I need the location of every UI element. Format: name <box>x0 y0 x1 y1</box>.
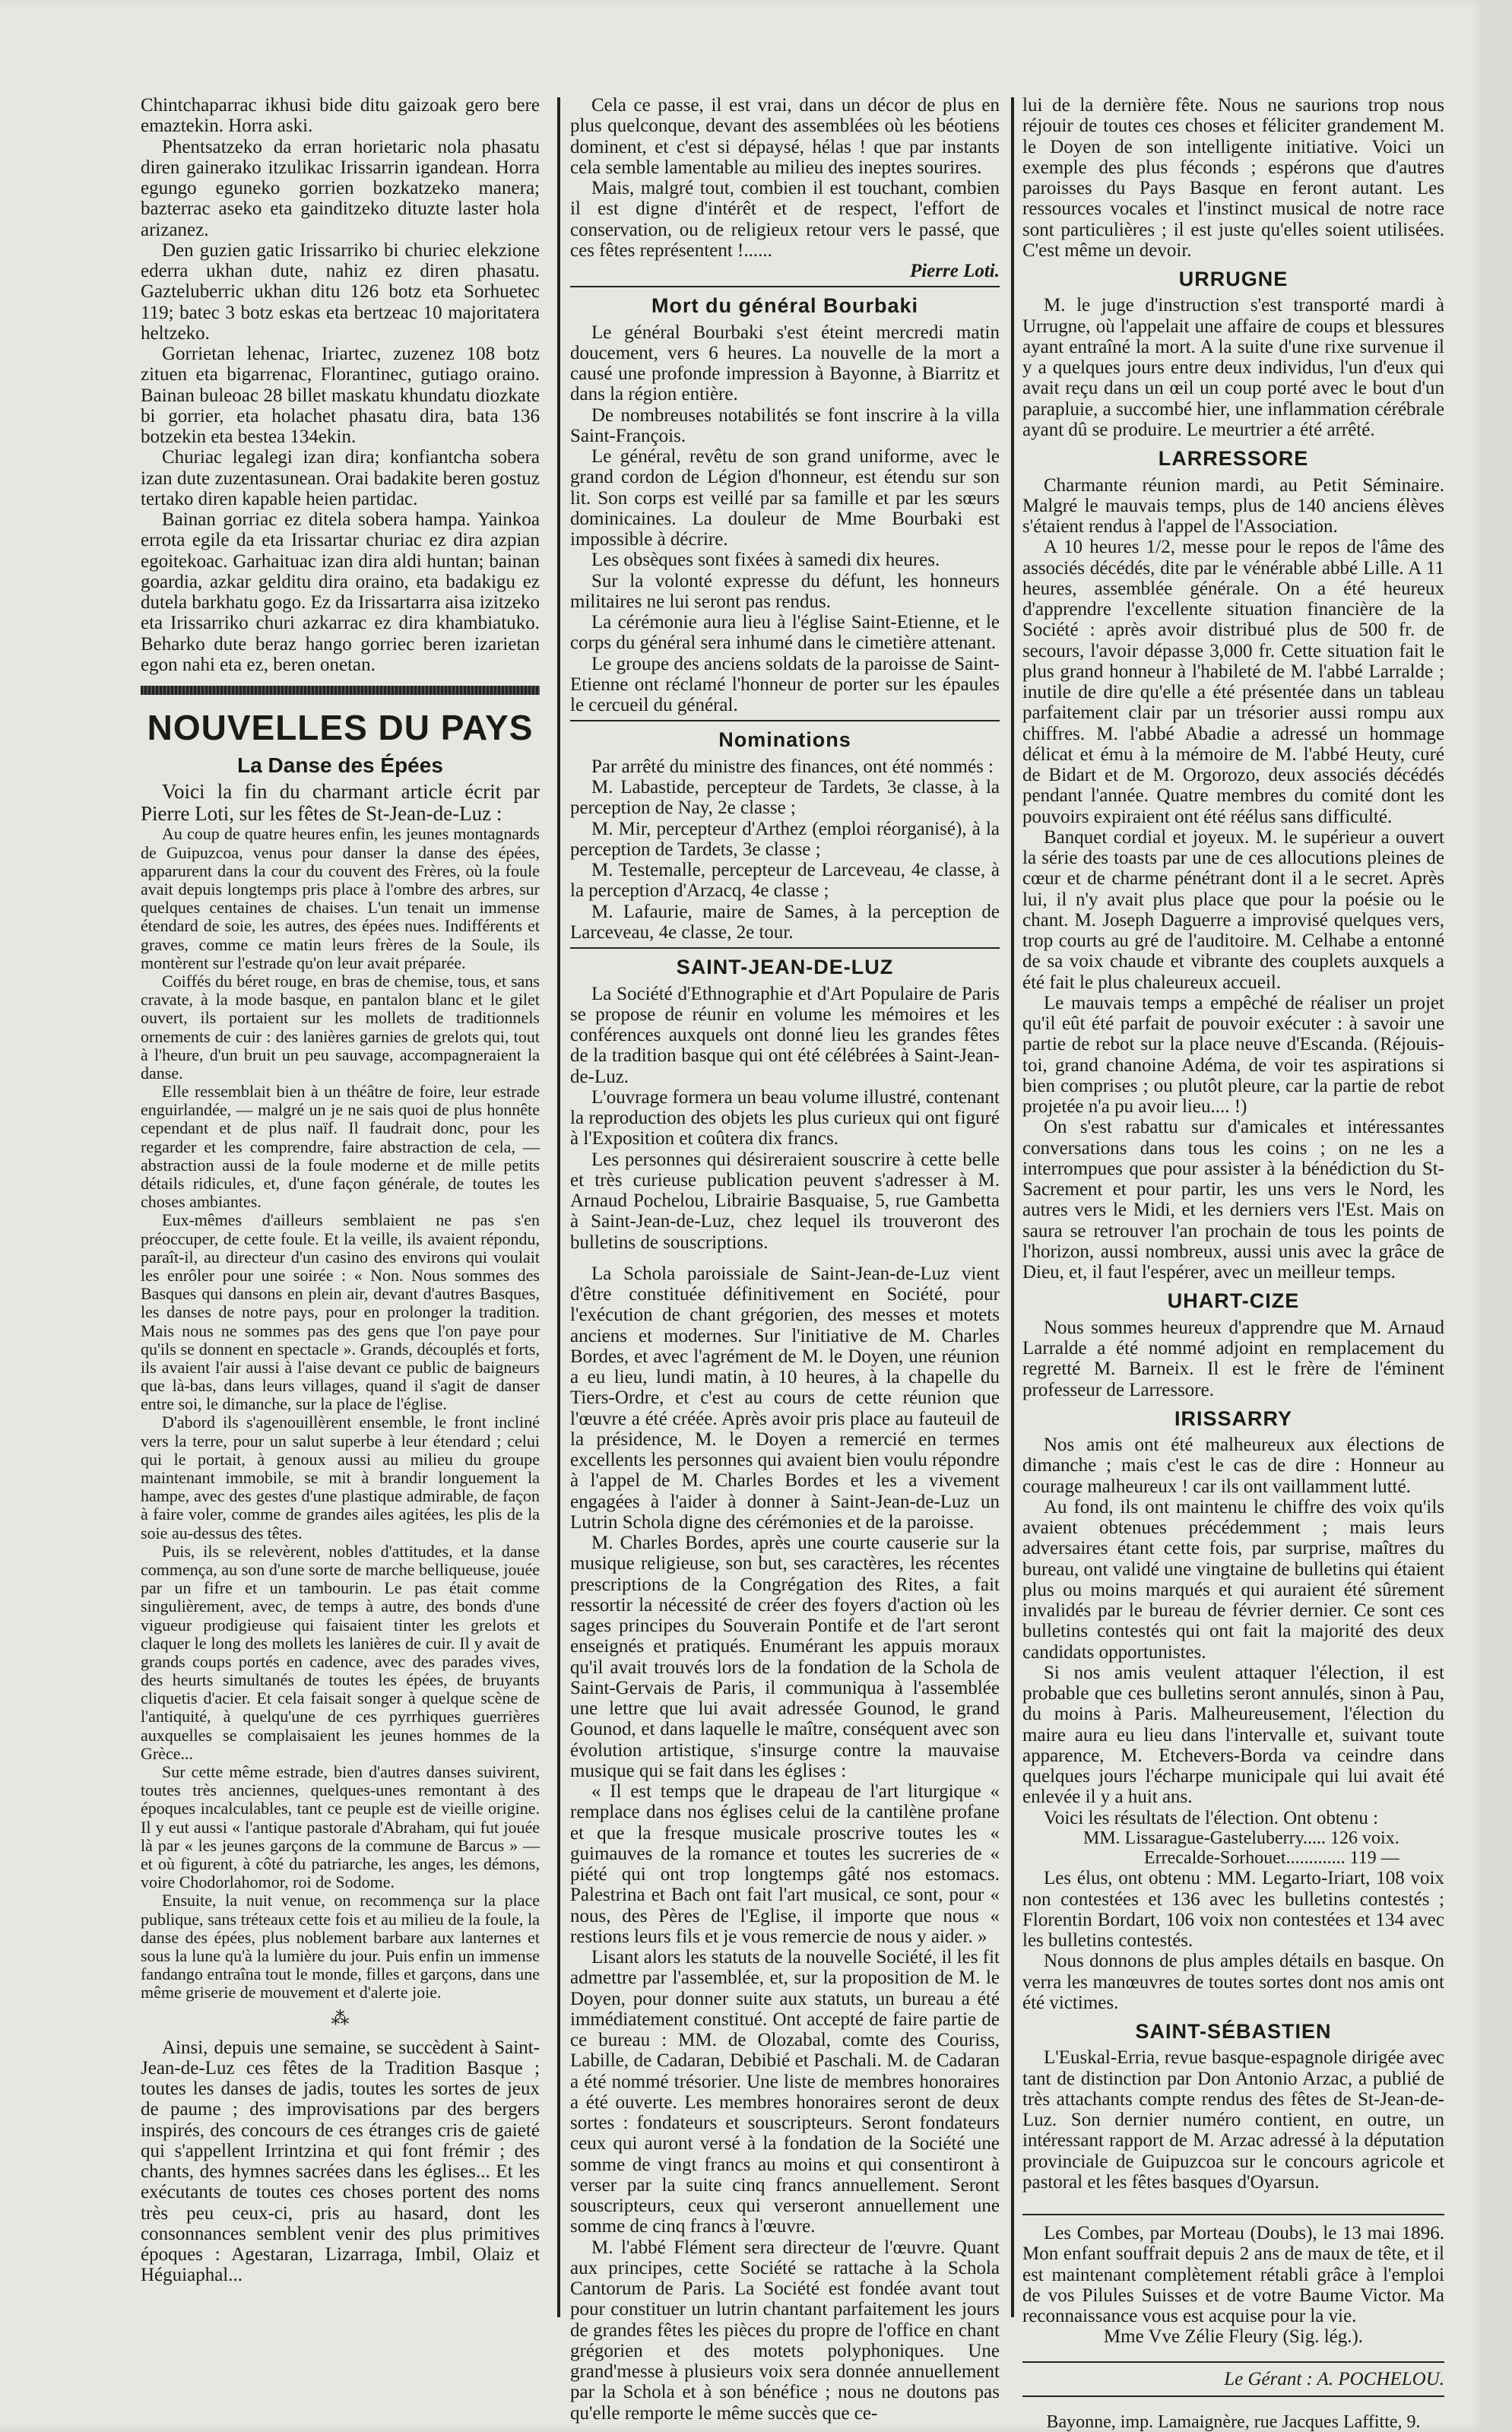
article-paragraph: Si nos amis veulent attaquer l'élection, il est probable que ces bulletins seront annulés, sinon à Pau, du moins à Paris. Malheureusement, l'élection du maire aura eu lieu dans l'intervalle et, suivant toute apparence, M. Etchevers-Borda va ceindre dans quelques jours l'écharpe municipale qui lui avait été enlevée il y a huit ans. <box>1022 1662 1444 1808</box>
article-title-irissarry: IRISSARRY <box>1174 1406 1293 1430</box>
article-paragraph: L'ouvrage formera un beau volume illustré, contenant la reproduction des objets les plus curieux qui ont figuré à l'Exposition et coûtera dix francs. <box>570 1086 1000 1149</box>
article-paragraph: Sur cette même estrade, bien d'autres danses suivirent, toutes très anciennes, quelques-unes remontant à des époques incalculables, tant ce peuple est de vieille origine. Il y eut aussi « l'antique pastorale d'Abraham, qui fut jouée là par « les jeunes garçons de la commune de Barcus » — et où figurent, à côté du patriarche, les anges, les démons, voire Chodorlahomor, roi de Sodome. <box>141 1762 540 1892</box>
article-paragraph: M. Mir, percepteur d'Arthez (emploi réorganisé), à la perception de Tardets, 3e classe ; <box>570 818 1000 860</box>
article-paragraph: Sur la volonté expresse du défunt, les honneurs militaires ne lui seront pas rendus. <box>570 570 1000 612</box>
article-paragraph: De nombreuses notabilités se font inscrire à la villa Saint-François. <box>570 404 1000 446</box>
article-paragraph: D'abord ils s'agenouillèrent ensemble, le front incliné vers la terre, pour un salut superbe à leur étendard ; celui qui le portait, à genoux aussi au milieu du groupe maintenant immobile, se mit à brandir longuement la hampe, avec des gestes d'une plastique admirable, de façon à faire voler, comme de grandes ailes agitées, les plis de la soie au-dessus des têtes. <box>141 1413 540 1543</box>
article-paragraph: La cérémonie aura lieu à l'église Saint-Etienne, et le corps du général sera inhumé dans le cimetière attenant. <box>570 612 1000 654</box>
article-paragraph: lui de la dernière fête. Nous ne saurions trop nous réjouir de toutes ces choses et féliciter grandement M. le Doyen de son intelligente initiative. Voici un exemple des plus féconds ; espérons que d'autres paroisses du Pays Basque en feront autant. Les ressources vocales et l'instinct musical de notre race sont particulières ; il est juste qu'elles soient utilisées. C'est même un devoir. <box>1022 95 1444 261</box>
ad-text: Les Combes, par Morteau (Doubs), le 13 mai 1896. Mon enfant souffrait depuis 2 ans de maux de tête, et il est maintenant complètement rétabli grâce à l'emploi de vos Pilules Suisses et de votre Baume Victor. Ma reconnaissance vous est acquise pour la vie. <box>1022 2223 1444 2327</box>
article-paragraph: La Société d'Ethnographie et d'Art Populaire de Paris se propose de réunir en volume les mémoires et les conférences auxquels ont donné lieu les grandes fêtes de la tradition basque qui ont été célébrées à Saint-Jean-de-Luz. <box>570 983 1000 1087</box>
article-paragraph: Banquet cordial et joyeux. M. le supérieur a ouvert la série des toasts par une de ces allocutions pleines de cœur et de charme pénétrant dont il a le secret. Après lui, il n'y avait plus place que pour la poésie ou le chant. M. Joseph Daguerre a improvisé quelques vers, trop courts au gré de l'auditoire. M. Celhabe a entonné de sa voix chaude et vibrante des couplets auxquels a été fait le plus chaleureux accueil. <box>1022 826 1444 993</box>
asterism-separator: ⁂ <box>331 2009 350 2030</box>
article-paragraph: Nous sommes heureux d'apprendre que M. Arnaud Larralde a été nommé adjoint en remplacement du regretté M. Barneix. Il est le frère de l'éminent professeur de Larressore. <box>1022 1317 1444 1400</box>
article-paragraph: Le mauvais temps a empêché de réaliser un projet qu'il eût été parfait de pouvoir exécuter : à savoir une partie de rebot sur la place neuve d'Escanda. (Réjouis-toi, grand chanoine Adéma, de voir tes aspirations si bien comprises ; ou plutôt pleure, car la partie de rebot projetée n'a pu avoir lieu.... !) <box>1022 992 1444 1118</box>
article-paragraph: Coiffés du béret rouge, en bras de chemise, tous, et sans cravate, à la mode basque, en pantalon blanc et le gilet ouvert, ils portaient sur les mollets de traditionnels ornements de cuir : des lanières garnies de grelots qui, tout à l'heure, d'un bruit un peu sauvage, accompagneraient la danse. <box>141 971 540 1083</box>
column-3 <box>1022 95 1444 2432</box>
article-title-sjdl: SAINT-JEAN-DE-LUZ <box>676 956 894 979</box>
article-paragraph: Ensuite, la nuit venue, on recommença sur la place publique, sans tréteaux cette fois et au milieu de la foule, la danse des épées, plus noblement barbare aux lanternes et sous la lune qu'à la lumière du jour. Puis enfin un immense fandango entraîna tout le monde, filles et garçons, dans une même griserie de mouvement et d'alerte joie. <box>141 1891 540 2002</box>
article-paragraph: M. Charles Bordes, après une courte causerie sur la musique religieuse, son but, ses caractères, les récentes prescriptions de la Congrégation des Rites, a fait ressortir la nécessité de créer des foyers d'action où les sages principes du Souverain Pontife et de l'art seront enseignés et pratiqués. Enumérant les appuis moraux qu'il avait trouvés lors de la fondation de la Schola de Saint-Gervais de Paris, il communiqua à l'assemblée une lettre que lui avait adressée Gounod, le grand Gounod, et dans laquelle le maître, conséquent avec son évolution artistique, s'insurge contre la mauvaise musique qui se fait dans les églises : <box>570 1533 1000 1781</box>
basque-paragraph: Churiac legalegi izan dira; konfiantcha sobera izan dute zuzentasunean. Orai badakite beren gostuz tertako diren kapable heien partidac. <box>141 447 540 509</box>
article-paragraph: Mais, malgré tout, combien il est touchant, combien il est digne d'intérêt et de respect, l'effort de conservation, ou de religieux retour vers le passé, que ces fêtes représentent !...... <box>570 178 1000 261</box>
article-paragraph: Par arrêté du ministre des finances, ont été nommés : <box>591 756 994 777</box>
article-paragraph: Eux-mêmes d'ailleurs semblaient ne pas s'en préoccuper, de cette foule. Et la veille, ils avaient répondu, paraît-il, au directeur d'un casino des environs qui voulait les enrôler pour une soirée : « Non. Nous sommes des Basques qui dansons en plein air, devant d'autres Basques, les danses de notre pays, pour en prolonger la tradition. Mais nous ne sommes pas des gens que l'on paye pour qu'ils se donnent en spectacle ». Grands, découplés et forts, ils avaient l'air aussi à l'aise devant ce public de baigneurs que là-bas, dans leurs villages, quand il s'agit de danser entre soi, le dimanche, sur la place de l'église. <box>141 1210 540 1414</box>
section-heading: NOUVELLES DU PAYS <box>147 708 534 747</box>
article-paragraph: Le général Bourbaki s'est éteint mercredi matin doucement, vers 6 heures. La nouvelle de la mort a causé une profonde impression à Bayonne, à Biarritz et dans la région entière. <box>570 322 1000 405</box>
article-title-uhart-cize: UHART-CIZE <box>1167 1289 1300 1313</box>
article-paragraph: M. l'abbé Flément sera directeur de l'œuvre. Quant aux principes, cette Société se rattache à la Schola Cantorum de Paris. La Société est fondée avant tout pour constituer un lutrin chantant parfaitement les jours de grandes fêtes les pièces du propre de l'office en chant grégorien et des motets polyphoniques. Une grand'messe à plusieurs voix sera donnée annuellement par la Schola et à son bénéfice ; nous ne doutons pas qu'elle remporte le même succès que ce- <box>570 2237 1000 2424</box>
article-paragraph: Au coup de quatre heures enfin, les jeunes montagnards de Guipuzcoa, venus pour danser la danse des épées, apparurent dans la cour du couvent des Frères, où la foule avait depuis longtemps pris place à l'ombre des arbres, sur quelques centaines de chaises. L'un tenait un immense étendard de soie, les autres, des épées nues. Indifférents et graves, comme ce matin leurs frères de la Soule, ils montèrent sur l'estrade qu'on leur avait préparée. <box>141 824 540 972</box>
article-paragraph: Les personnes qui désireraient souscrire à cette belle et très curieuse publication peuvent s'adresser à M. Arnaud Pochelou, Librairie Basquaise, 5, rue Gambetta à Saint-Jean-de-Luz, chez lequel ils trouveront des bulletins de souscriptions. <box>570 1149 1000 1253</box>
article-title-danse: La Danse des Épées <box>237 753 443 778</box>
article-paragraph: L'Euskal-Erria, revue basque-espagnole dirigée avec tant de distinction par Don Antonio Arzac, a publié de très attachants compte rendus des fêtes de St-Jean-de-Luz. Son dernier numéro contient, en outre, un intéressant rapport de M. Arzac adressé à la députation provinciale de Guipuzcoa sur le concours agricole et pastoral et les fêtes basques d'Oyarsun. <box>1022 2047 1444 2193</box>
article-title-urrugne: URRUGNE <box>1178 268 1289 290</box>
basque-paragraph: Bainan gorriac ez ditela sobera hampa. Yainkoa errota egile da eta Irissartar churiac ez dira azpian egoitekoac. Garhaituac izan dira aldi huntan; bainan goardia, azkar gelditu dira oraino, eta badakigu ez dutela barkhatu gogo. Ez da Irissartarra aisa izitzeko eta Irissarriko churi azkarrac ez dira khambiatuko. Beharko dute beraz hango gorriec beren izarietan egon nahi eta ez, beren onetan. <box>141 509 540 675</box>
article-intro: Voici la fin du charmant article écrit par Pierre Loti, sur les fêtes de St-Jean-de-Luz : <box>141 779 540 826</box>
election-result-row: MM. Lissarague-Gasteluberry..... 126 voix. <box>1083 1828 1399 1848</box>
basque-paragraph: Den guzien gatic Irissarriko bi churiec elekzione ederra ukhan dute, nahiz ez diren phasatu. Gazteluberric ukhan ditu 126 botz eta Sorhuetec 119; batec 3 botz eskas eta bertzeac 10 majoritatera heltzeko. <box>141 239 540 344</box>
article-paragraph: On s'est rabattu sur d'amicales et intéressantes conversations dans tous les coins ; on ne les a interrompues que pour assister à la bénédiction du St-Sacrement et pour partir, les uns vers le Nord, les autres vers le Midi, et les derniers vers l'Est. Mais on saura se retrouver l'an prochain de tous les points de l'horizon, aussi nombreux, aussi unis avec la grâce de Dieu, et, il faut l'espérer, avec un meilleur temps. <box>1022 1117 1444 1283</box>
article-paragraph: Puis, ils se relevèrent, nobles d'attitudes, et la danse commença, au son d'une sorte de marche belliqueuse, jouée par un fifre et un tambourin. Le pas était comme singulièrement, avec, de temps à autre, des bonds d'une vigueur prodigieuse qui faisaient tinter les grelots et claquer le long des mollets les lanières de cuir. Il y avait de grands coups portés en cadence, avec des parades vives, des heurts simultanés de toutes les épées, de bruyants cliquetis d'acier. Et cela faisait songer à quelque scène de l'antiquité, à quelqu'une de ces pyrrhiques guerrières auxquelles se complaisaient les jeunes hommes de la Grèce... <box>141 1541 540 1763</box>
basque-paragraph: Phentsatzeko da erran horietaric nola phasatu diren gainerako itzulikac Irissarrin igandean. Horra egungo eguneko gorrien bozkatzeko manera; bazterrac aseko eta gainditzeko dituzte laster hola arizanez. <box>141 136 540 240</box>
article-paragraph: Cela ce passe, il est vrai, dans un décor de plus en plus quelconque, devant des assemblées où les béotiens dominent, et c'est si dépaysé, hélas ! que par instants cela semble lamentable au milieu des ineptes sourires. <box>570 95 1000 178</box>
article-title-nominations: Nominations <box>718 728 851 752</box>
article-paragraph: La Schola paroissiale de Saint-Jean-de-Luz vient d'être constituée définitivement en Société, pour l'exécution de chant grégorien, des messes et motets anciens et modernes. Sur l'initiative de M. Charles Bordes, et avec l'agrément de M. le Doyen, une réunion a eu lieu, lundi matin, à 10 heures, à la chapelle du Tiers-Ordre, et c'est au cours de cette réunion que l'œuvre a été créée. Après avoir pris place au fauteuil de la présidence, M. le Doyen a remercié en termes excellents les personnes qui avaient bien voulu répondre à l'appel de M. Charles Bordes et les a vivement engagées à l'aider à donner à Saint-Jean-de-Luz un Lutrin Schola digne des cérémonies et de la paroisse. <box>570 1263 1000 1533</box>
article-paragraph: Le groupe des anciens soldats de la paroisse de Saint-Etienne ont réclamé l'honneur de porter sur les épaules le cercueil du général. <box>570 653 1000 716</box>
section-divider <box>141 686 540 695</box>
article-title-bourbaki: Mort du général Bourbaki <box>651 294 919 318</box>
article-paragraph: Les élus, ont obtenu : MM. Legarto-Iriart, 108 voix non contestées et 136 avec les bulletins contestés ; Florentin Bordart, 106 voix non contestées et 134 avec les bulletins contestés. <box>1022 1868 1444 1951</box>
divider <box>570 947 1000 949</box>
article-paragraph: Lisant alors les statuts de la nouvelle Société, il les fit admettre par l'assemblée, et, sur la proposition de M. le Doyen, pour donner suite aux statuts, un bureau a été immédiatement constitué. Ont accepté de faire partie de ce bureau : MM. de Olozabal, comte des Couriss, Labille, de Cadaran, Debibié et Paschali. M. de Cadaran a été nommé trésorier. Une liste de membres honoraires a été ouverte. Les membres honoraires seront de deux sortes : fondateurs et souscripteurs. Seront fondateurs ceux qui auront versé à la fondation de la Société une somme de vingt francs au moins et qui consentiront à verser par la suite cinq francs annuellement. Seront souscripteurs, ceux qui verseront annuellement une somme de cinq francs à l'œuvre. <box>570 1947 1000 2237</box>
article-paragraph: Nous donnons de plus amples détails en basque. On verra les manœuvres de toutes sortes dont nos amis ont été victimes. <box>1022 1951 1444 2013</box>
article-paragraph: Nos amis ont été malheureux aux élections de dimanche ; mais c'est le cas de dire : Honneur au courage malheureux ! car ils ont vaillamment lutté. <box>1022 1435 1444 1497</box>
article-paragraph: Au fond, ils ont maintenu le chiffre des voix qu'ils avaient obtenues précédemment ; mais leurs adversaires étant cette fois, par surprise, maîtres du bureau, ont validé une vingtaine de bulletins qui étaient plus ou moins marqués et qui auraient été sûrement invalidés par le bureau de février dernier. Ce sont ces bulletins contestés qui ont fait la majorité des deux candidats opportunistes. <box>1022 1496 1444 1663</box>
article-signature: Pierre Loti. <box>909 261 1000 281</box>
article-paragraph: M. le juge d'instruction s'est transporté mardi à Urrugne, où l'appelait une affaire de coups et blessures ayant entraîné la mort. A la suite d'une rixe survenue il y a quelques jours entre deux individus, l'un d'eux qui avait reçu dans un œil un coup porté avec le bout d'un parapluie, a succombé hier, une inflammation cérébrale ayant dû se produire. Le meurtrier a été arrêté. <box>1022 295 1444 440</box>
election-result-row: Errecalde-Sorhouet............. 119 — <box>1144 1848 1399 1869</box>
column-2 <box>570 95 1000 2424</box>
article-paragraph: Les obsèques sont fixées à samedi dix heures. <box>591 550 940 571</box>
ad-signature: Mme Vve Zélie Fleury (Sig. lég.). <box>1103 2326 1364 2348</box>
article-paragraph: Charmante réunion mardi, au Petit Séminaire. Malgré le mauvais temps, plus de 140 anciens élèves s'étaient rendus à l'appel de l'Association. <box>1022 474 1444 537</box>
divider <box>570 720 1000 721</box>
article-paragraph: Ainsi, depuis une semaine, se succèdent à Saint-Jean-de-Luz ces fêtes de la Tradition Basque ; toutes les danses de jadis, toutes les sortes de jeux de paume ; des improvisations par des bergers inspirés, des concours de ces étranges cris de gaieté qui s'appellent Irrintzina et qui font frémir ; des chants, des hymnes sacrées dans les églises... Et les exécutants de toutes ces choses portent des noms très peu ceux-ci, pris au hasard, dont les consonnances semblent venir des plus primitives époques : Agestaran, Lizarraga, Imbil, Olaiz et Héguiaphal... <box>141 2037 540 2286</box>
article-paragraph: Le général, revêtu de son grand uniforme, avec le grand cordon de Légion d'honneur, est étendu sur son lit. Son corps est veillé par sa famille et par les sœurs dominicaines. La douleur de Mme Bourbaki est impossible à décrire. <box>570 446 1000 550</box>
gerant-line: Le Gérant : A. POCHELOU. <box>1022 2361 1444 2397</box>
article-title-larressore: LARRESSORE <box>1158 447 1309 471</box>
article-paragraph: A 10 heures 1/2, messe pour le repos de l'âme des associés décédés, dite par le vénérable abbé Lille. A 11 heures, assemblée générale. On a été heureux d'apprendre l'excellente situation financière de la Société : après avoir distribué plus de 500 fr. de secours, l'avoir dépasse 3,000 fr. Cette situation fait le plus grand honneur à l'habileté de M. l'abbé Larralde ; inutile de dire qu'elle a été présentée dans un tableau parfaitement clair par un trésorier aussi rompu aux chiffres. M. l'abbé Abadie a adressé un hommage délicat et ému à la mémoire de M. l'abbé Heuty, curé de Bidart et de M. Orgorozo, deux associés décédés pendant l'année. Quatre membres du comité dont les pouvoirs expiraient ont été réélus sans difficulté. <box>1022 537 1444 827</box>
article-quote: « Il est temps que le drapeau de l'art liturgique « remplace dans nos églises celui de la cantilène profane et que la fresque musicale proscrive toutes les « guimauves de la romance et toutes les sucreries de « piété qui ont trop longtemps gâté nos estomacs. Palestrina et Bach ont fait l'art musical, ce sont, pour « nous, des Pères de l'Eglise, il importe que nous « restions leurs fils et je vous remercie de nous y aider. » <box>570 1781 1000 1947</box>
column-1 <box>141 95 540 2285</box>
article-title-saint-sebastien: SAINT-SÉBASTIEN <box>1135 2020 1332 2043</box>
column-rule-left <box>557 97 560 2317</box>
divider <box>570 286 1000 287</box>
article-paragraph: Voici les résultats de l'élection. Ont obtenu : <box>1044 1807 1379 1828</box>
advertisement <box>1022 2214 1444 2348</box>
article-paragraph: M. Labastide, percepteur de Tardets, 3e classe, à la perception de Nay, 2e classe ; <box>570 777 1000 819</box>
basque-paragraph: Gorrietan lehenac, Iriartec, zuzenez 108 botz zituen eta bigarrenac, Florantinec, gutiago oraino. Bainan buleoac 28 billet maskatu khundatu diozkate bi gorrier, eta holachet phasatu dira, bata 136 botzekin eta bestea 134ekin. <box>141 344 540 447</box>
imprint-line: Bayonne, imp. Lamaignère, rue Jacques Laffitte, 9. <box>1046 2411 1421 2432</box>
article-paragraph: Elle ressemblait bien à un théâtre de foire, leur estrade enguirlandée, — malgré un je ne sais quoi de plus honnête cependant et de plus naïf. Il faudrait donc, pour les regarder et les comprendre, faire abstraction de cela, — abstraction aussi de la foule moderne et de mille petits détails ridicules, et, d'une façon générale, de toutes les choses ambiantes. <box>141 1082 540 1212</box>
column-rule-right <box>1011 97 1014 2317</box>
article-paragraph: M. Testemalle, percepteur de Larceveau, 4e classe, à la perception d'Arzacq, 4e classe ; <box>570 860 1000 902</box>
article-paragraph: M. Lafaurie, maire de Sames, à la perception de Larceveau, 4e classe, 2e tour. <box>570 901 1000 943</box>
basque-paragraph: Chintchaparrac ikhusi bide ditu gaizoak gero bere emaztekin. Horra aski. <box>141 95 540 137</box>
